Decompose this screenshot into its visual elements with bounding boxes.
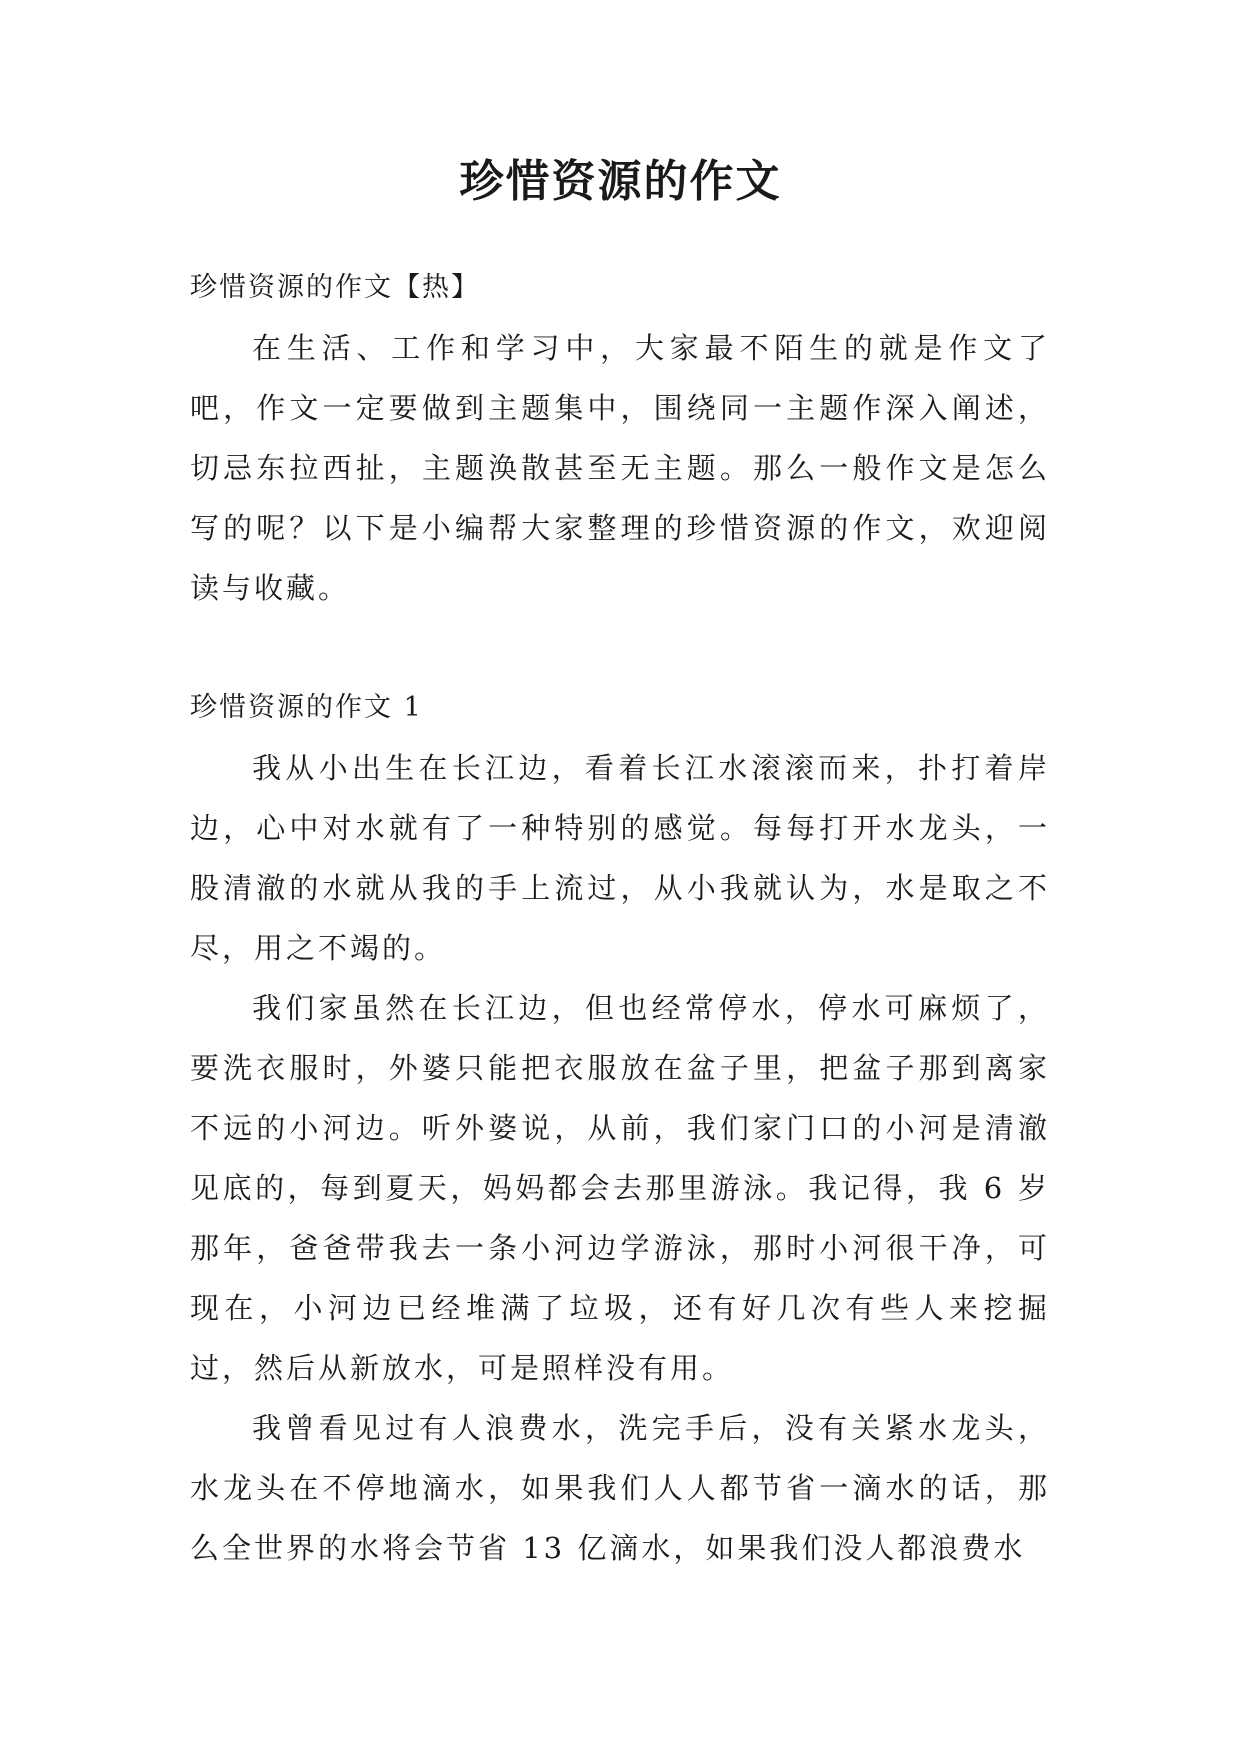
- document-title: 珍惜资源的作文: [459, 156, 782, 207]
- section-heading: 珍惜资源的作文 1: [190, 692, 423, 723]
- body-paragraph: 我从小出生在长江边，看着长江水滚滚而来，扑打着岸边，心中对水就有了一种特别的感觉。每每打开水龙头，一股清澈的水就从我的手上流过，从小我就认为，水是取之不尽，用之不竭的。: [190, 751, 1050, 965]
- section-spacer: [190, 618, 1050, 678]
- intro-paragraph: 在生活、工作和学习中，大家最不陌生的就是作文了吧，作文一定要做到主题集中，围绕同一主题作深入阐述，切忌东拉西扯，主题涣散甚至无主题。那么一般作文是怎么写的呢？以下是小编帮大家整理的珍惜资源的作文，欢迎阅读与收藏。: [190, 331, 1050, 605]
- intro-heading: 珍惜资源的作文【热】: [190, 272, 480, 303]
- document-body: [190, 258, 1050, 1578]
- body-paragraph: 我们家虽然在长江边，但也经常停水，停水可麻烦了，要洗衣服时，外婆只能把衣服放在盆子里，把盆子那到离家不远的小河边。听外婆说，从前，我们家门口的小河是清澈见底的，每到夏天，妈妈都会去那里游泳。我记得，我 6 岁那年，爸爸带我去一条小河边学游泳，那时小河很干净，可现在，小河边已经堆满了垃圾，还有好几次有些人来挖掘过，然后从新放水，可是照样没有用。: [190, 991, 1050, 1385]
- body-paragraph: 我曾看见过有人浪费水，洗完手后，没有关紧水龙头，水龙头在不停地滴水，如果我们人人都节省一滴水的话，那么全世界的水将会节省 13 亿滴水，如果我们没人都浪费水: [190, 1411, 1050, 1565]
